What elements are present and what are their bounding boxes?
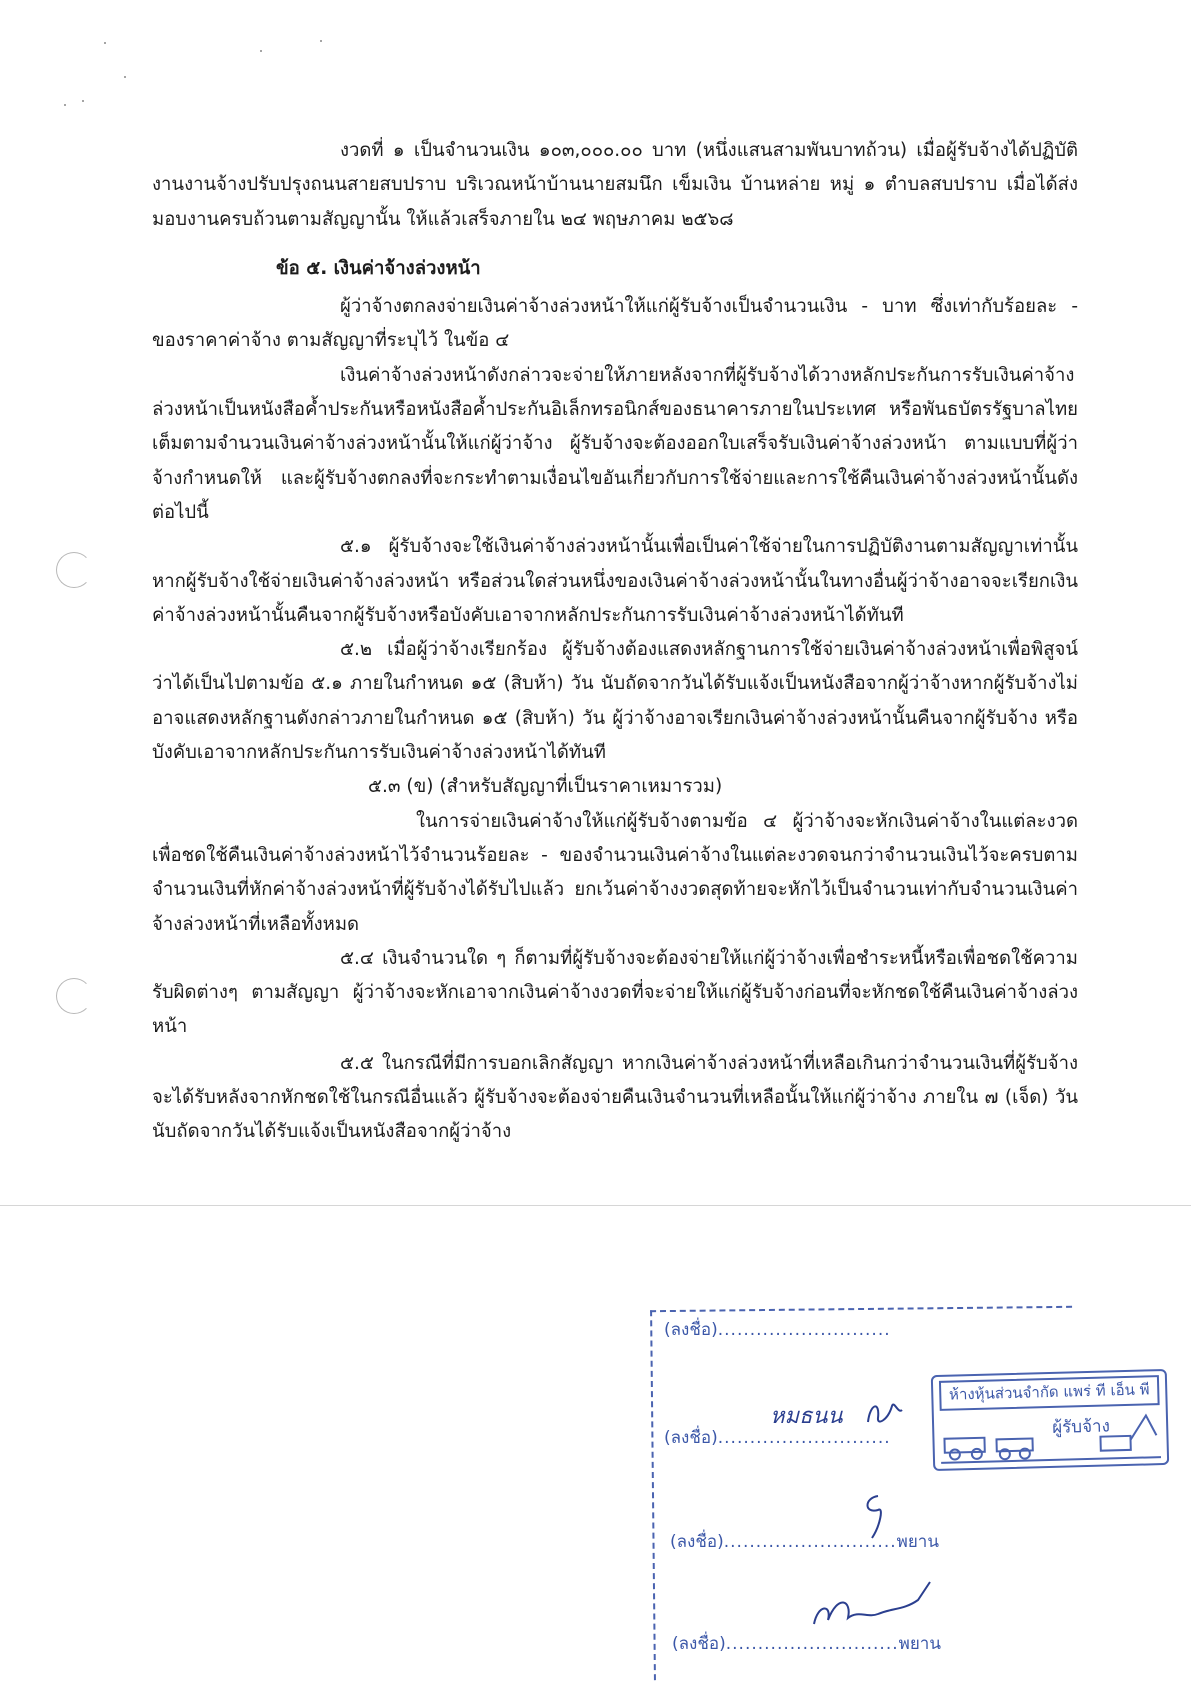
signature-line-witness-1 — [670, 1528, 939, 1555]
excavator-icon — [940, 1405, 1161, 1465]
dotted-line: ........................... — [723, 1532, 897, 1552]
company-stamp — [931, 1369, 1169, 1471]
clause-5-3: ในการจ่ายเงินค่าจ้างให้แก่ผู้รับจ้างตามข้อ ๔ ผู้ว่าจ้างจะหักเงินค่าจ้างในแต่ละงวดเพื่อชดใช้คืนเงินค่าจ้างล่วงหน้าไว้จำนวนร้อยละ - ของจำนวนเงินค่าจ้างในแต่ละงวดจนกว่าจำนวนเงินไว้จะครบตามจำนวนเงินที่หักค่าจ้างล่วงหน้าที่ผู้รับจ้างได้รับไปแล้ว ยกเว้นค่าจ้างงวดสุดท้ายจะหักไว้เป็นจำนวนเท่ากับจำนวนเงินค่าจ้างล่วงหน้าที่เหลือทั้งหมด — [152, 810, 1078, 935]
stamp-company-name: ห้างหุ้นส่วนจำกัด แพร่ ที เอ็น พี — [939, 1375, 1160, 1411]
contract-body — [152, 134, 1078, 1150]
clause-5-4: ๕.๔ เงินจำนวนใด ๆ ก็ตามที่ผู้รับจ้างจะต้องจ่ายให้แก่ผู้ว่าจ้างเพื่อชำระหนี้หรือเพื่อชดใช้ความรับผิดต่างๆ ตามสัญญา ผู้ว่าจ้างจะหักเอาจากเงินค่าจ้างงวดที่จะจ่ายให้แก่ผู้รับจ้างก่อนที่จะหักชดใช้คืนเงินค่าจ้างล่วงหน้า — [152, 947, 1078, 1038]
sign-label: (ลงชื่อ) — [664, 1320, 718, 1340]
stamp-role: ผู้รับจ้าง — [1051, 1416, 1111, 1438]
dotted-line: ........................... — [717, 1428, 891, 1448]
handwritten-name: หมธนน — [770, 1404, 843, 1429]
sign-label: (ลงชื่อ) — [664, 1428, 718, 1448]
signature-line-witness-2 — [672, 1630, 941, 1657]
section-5-heading: ข้อ ๕. เงินค่าจ้างล่วงหน้า — [276, 257, 481, 279]
advance-payment-paragraph: ผู้ว่าจ้างตกลงจ่ายเงินค่าจ้างล่วงหน้าให้แก่ผู้รับจ้างเป็นจำนวนเงิน - บาท ซึ่งเท่ากับร้อยละ - ของราคาค่าจ้าง ตามสัญญาที่ระบุไว้ ในข้อ ๔ — [152, 296, 1078, 352]
scan-crease-line — [0, 1205, 1191, 1206]
installment-paragraph: งวดที่ ๑ เป็นจำนวนเงิน ๑๐๓,๐๐๐.๐๐ บาท (หนึ่งแสนสามพันบาทถ้วน) เมื่อผู้รับจ้างได้ปฏิบัติงานงานจ้างปรับปรุงถนนสายสบปราบ บริเวณหน้าบ้านนายสมนึก เข็มเงิน บ้านหล่าย หมู่ ๑ ตำบลสบปราบ เมื่อได้ส่งมอบงานครบถ้วนตามสัญญานั้น ให้แล้วเสร็จภายใน ๒๔ พฤษภาคม ๒๕๖๘ — [152, 140, 1078, 230]
clause-5-3-title: ๕.๓ (ข) (สำหรับสัญญาที่เป็นราคาเหมารวม) — [368, 776, 723, 798]
advance-guarantee-paragraph: เงินค่าจ้างล่วงหน้าดังกล่าวจะจ่ายให้ภายหลังจากที่ผู้รับจ้างได้วางหลักประกันการรับเงินค่าจ้างล่วงหน้าเป็นหนังสือค้ำประกันหรือหนังสือค้ำประกันอิเล็กทรอนิกส์ของธนาคารภายในประเทศ หรือพันธบัตรรัฐบาลไทย เต็มตามจำนวนเงินค่าจ้างล่วงหน้านั้นให้แก่ผู้ว่าจ้าง ผู้รับจ้างจะต้องออกใบเสร็จรับเงินค่าจ้างล่วงหน้า ตามแบบที่ผู้ว่าจ้างกำหนดให้ และผู้รับจ้างตกลงที่จะกระทำตามเงื่อนไขอันเกี่ยวกับการใช้จ่ายและการใช้คืนเงินค่าจ้างล่วงหน้านั้นดังต่อไปนี้ — [152, 364, 1078, 523]
sign-label: (ลงชื่อ) — [670, 1532, 724, 1552]
clause-5-2: ๕.๒ เมื่อผู้ว่าจ้างเรียกร้อง ผู้รับจ้างต้องแสดงหลักฐานการใช้จ่ายเงินค่าจ้างล่วงหน้าเพื่อพิสูจน์ว่าได้เป็นไปตามข้อ ๕.๑ ภายในกำหนด ๑๕ (สิบห้า) วัน นับถัดจากวันได้รับแจ้งเป็นหนังสือจากผู้ว่าจ้างหากผู้รับจ้างไม่อาจแสดงหลักฐานดังกล่าวภายในกำหนด ๑๕ (สิบห้า) วัน ผู้ว่าจ้างอาจเรียกเงินค่าจ้างล่วงหน้านั้นคืนจากผู้รับจ้าง หรือบังคับเอาจากหลักประกันการรับเงินค่าจ้างล่วงหน้าได้ทันที — [152, 639, 1078, 764]
sign-label: (ลงชื่อ) — [672, 1634, 726, 1654]
scan-specks — [60, 40, 360, 120]
punch-hole-bottom — [56, 978, 92, 1014]
signature-line-1 — [664, 1316, 891, 1343]
dotted-line: ........................... — [725, 1634, 899, 1654]
witness-label: พยาน — [896, 1532, 939, 1552]
witness-1-scrawl — [854, 1486, 894, 1542]
witness-2-scrawl — [808, 1574, 938, 1634]
dotted-line: ........................... — [717, 1320, 891, 1340]
clause-5-5: ๕.๕ ในกรณีที่มีการบอกเลิกสัญญา หากเงินค่าจ้างล่วงหน้าที่เหลือเกินกว่าจำนวนเงินที่ผู้รับจ้างจะได้รับหลังจากหักชดใช้ในกรณีอื่นแล้ว ผู้รับจ้างจะต้องจ่ายคืนเงินจำนวนที่เหลือนั้นให้แก่ผู้ว่าจ้าง ภายใน ๗ (เจ็ด) วัน นับถัดจากวันได้รับแจ้งเป็นหนังสือจากผู้ว่าจ้าง — [152, 1052, 1078, 1143]
punch-hole-top — [56, 552, 92, 588]
signature-scrawl — [862, 1392, 908, 1432]
witness-label: พยาน — [898, 1634, 941, 1654]
clause-5-1: ๕.๑ ผู้รับจ้างจะใช้เงินค่าจ้างล่วงหน้านั้นเพื่อเป็นค่าใช้จ่ายในการปฏิบัติงานตามสัญญาเท่านั้นหากผู้รับจ้างใช้จ่ายเงินค่าจ้างล่วงหน้า หรือส่วนใดส่วนหนึ่งของเงินค่าจ้างล่วงหน้านั้นในทางอื่นผู้ว่าจ้างอาจจะเรียกเงินค่าจ้างล่วงหน้านั้นคืนจากผู้รับจ้างหรือบังคับเอาจากหลักประกันการรับเงินค่าจ้างล่วงหน้าได้ทันที — [152, 536, 1078, 626]
